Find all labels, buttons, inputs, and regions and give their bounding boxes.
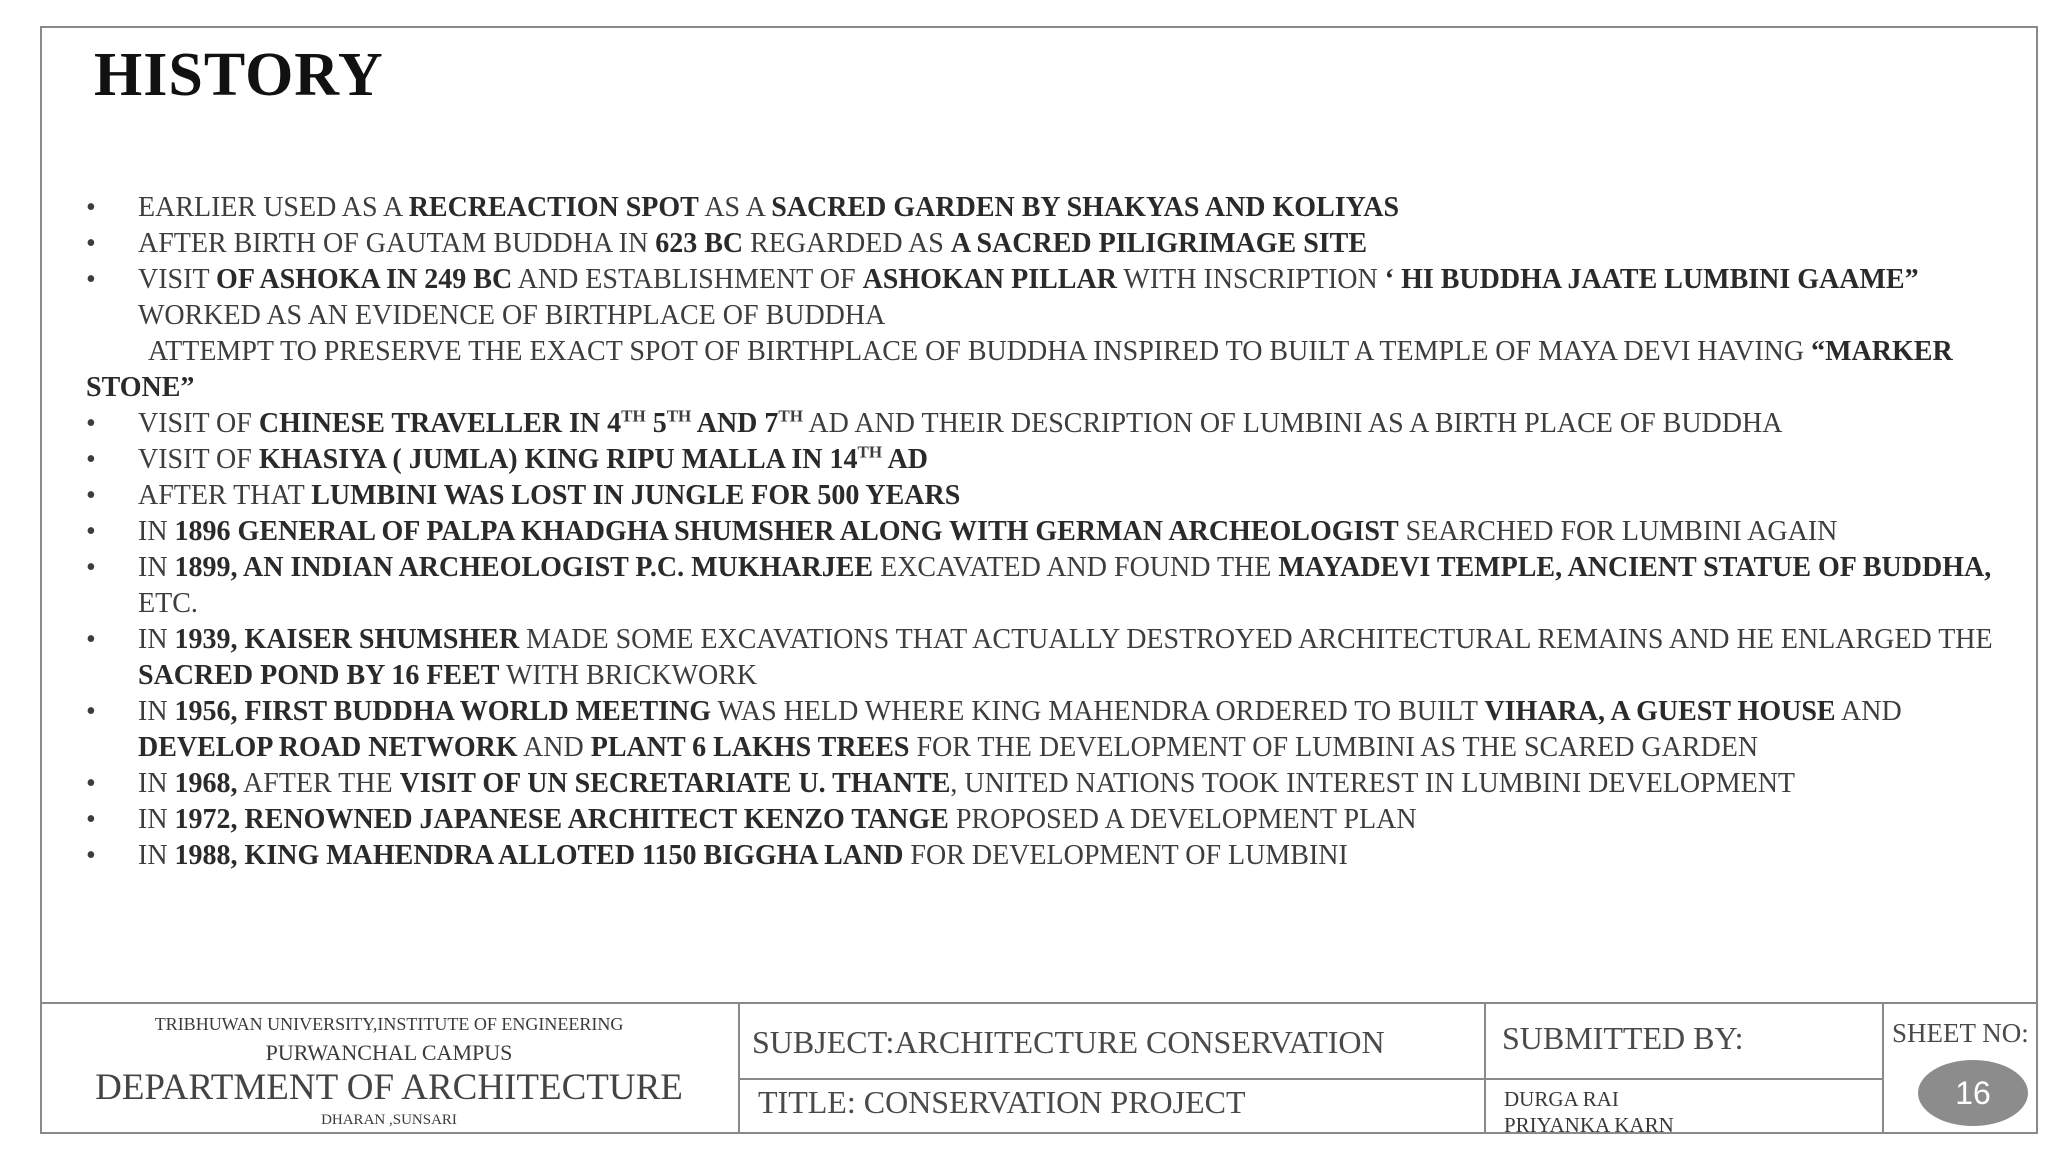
emphasis-text: AND 7: [691, 408, 779, 439]
emphasis-text: ASHOKAN PILLAR: [862, 264, 1117, 295]
subject-cell: [740, 1004, 1486, 1134]
body-text: IN: [138, 624, 175, 655]
list-item-continuation: [86, 334, 2016, 406]
body-text: WAS HELD WHERE KING MAHENDRA ORDERED TO BUILT: [711, 696, 1485, 727]
bullet-marker: •: [86, 696, 96, 727]
bullet-marker: •: [86, 804, 96, 835]
submitted-divider: [1486, 1078, 1882, 1080]
emphasis-text: PLANT 6 LAKHS TREES: [590, 732, 910, 763]
emphasis-text: 1896 GENERAL OF PALPA KHADGHA SHUMSHER ALONG WITH GERMAN ARCHEOLOGIST: [174, 516, 1399, 547]
list-item: [86, 802, 2016, 838]
emphasis-text: 623 BC: [655, 228, 744, 259]
emphasis-text: RECREACTION SPOT: [408, 192, 699, 223]
body-text: AND: [517, 732, 591, 763]
emphasis-text: MAYADEVI TEMPLE, ANCIENT STATUE OF BUDDHA,: [1278, 552, 1992, 583]
emphasis-text: 1972, RENOWNED JAPANESE ARCHITECT KENZO TANGE: [174, 804, 949, 835]
title-block: [40, 1002, 2038, 1137]
list-item: [86, 622, 2016, 694]
emphasis-text: SACRED GARDEN BY SHAKYAS AND KOLIYAS: [771, 192, 1400, 223]
emphasis-text: VISIT OF UN SECRETARIATE U. THANTE: [399, 768, 951, 799]
emphasis-text: KHASIYA ( JUMLA) KING RIPU MALLA IN 14: [258, 444, 858, 475]
body-text: AD AND THEIR DESCRIPTION OF LUMBINI AS A BIRTH PLACE OF BUDDHA: [802, 408, 1783, 439]
project-title: TITLE: CONSERVATION PROJECT: [758, 1084, 1246, 1120]
body-text: IN: [138, 516, 175, 547]
subject-divider: [740, 1078, 1484, 1080]
body-text: ETC.: [138, 588, 198, 619]
emphasis-text: “MARKER STONE”: [86, 336, 1953, 403]
list-item: [86, 478, 2016, 514]
body-text: WITH INSCRIPTION: [1116, 264, 1385, 295]
campus-location: DHARAN ,SUNSARI: [321, 1112, 457, 1128]
list-item: [86, 514, 2016, 550]
body-text: WITH BRICKWORK: [499, 660, 758, 691]
bullet-marker: •: [86, 552, 96, 583]
emphasis-text: 1939, KAISER SHUMSHER: [174, 624, 520, 655]
emphasis-text: SACRED POND BY 16 FEET: [138, 660, 500, 691]
submitter-names: [1504, 1086, 1674, 1138]
list-item: [86, 262, 2016, 334]
bullet-marker: •: [86, 444, 96, 475]
submitted-by-label: SUBMITTED BY:: [1502, 1020, 1744, 1056]
institution-cell: [40, 1004, 740, 1134]
sheet-no-label: SHEET NO:: [1892, 1018, 2029, 1048]
body-text: PROPOSED A DEVELOPMENT PLAN: [948, 804, 1417, 835]
list-item: [86, 190, 2016, 226]
emphasis-text: A SACRED PILIGRIMAGE SITE: [950, 228, 1368, 259]
body-text: ATTEMPT TO PRESERVE THE EXACT SPOT OF BIRTHPLACE OF BUDDHA INSPIRED TO BUILT A TEMPLE OF MAYA DEVI HAVING: [148, 336, 1812, 367]
bullet-marker: •: [86, 480, 96, 511]
submitter-name: DURGA RAI: [1504, 1087, 1619, 1111]
bullet-marker: •: [86, 408, 96, 439]
body-text: AS A: [698, 192, 772, 223]
body-text: AND: [1835, 696, 1902, 727]
body-text: VISIT OF: [138, 408, 259, 439]
body-text: IN: [138, 696, 175, 727]
body-text: SEARCHED FOR LUMBINI AGAIN: [1398, 516, 1838, 547]
emphasis-text: 1968,: [174, 768, 238, 799]
body-text: EXCAVATED AND FOUND THE: [873, 552, 1279, 583]
list-item: [86, 550, 2016, 622]
emphasis-text: TH: [857, 442, 883, 462]
body-text: IN: [138, 840, 175, 871]
body-text: IN: [138, 804, 175, 835]
emphasis-text: 5: [645, 408, 667, 439]
university-name: TRIBHUWAN UNIVERSITY,INSTITUTE OF ENGINEERING: [154, 1014, 624, 1034]
body-text: AFTER THE: [237, 768, 400, 799]
bullet-marker: •: [86, 192, 96, 223]
sheet-cell: [1884, 1004, 2038, 1134]
body-text: AFTER BIRTH OF GAUTAM BUDDHA IN: [138, 228, 656, 259]
body-text: IN: [138, 768, 175, 799]
list-item: [86, 694, 2016, 766]
body-text: MADE SOME EXCAVATIONS THAT ACTUALLY DESTROYED ARCHITECTURAL REMAINS AND HE ENLARGED THE: [519, 624, 1993, 655]
body-text: FOR DEVELOPMENT OF LUMBINI: [903, 840, 1348, 871]
bullet-marker: •: [86, 768, 96, 799]
sheet-number-badge: 16: [1918, 1060, 2028, 1126]
emphasis-text: TH: [666, 406, 692, 426]
list-item: [86, 406, 2016, 442]
bullet-marker: •: [86, 624, 96, 655]
body-text: FOR THE DEVELOPMENT OF LUMBINI AS THE SCARED GARDEN: [909, 732, 1759, 763]
body-text: REGARDED AS: [743, 228, 951, 259]
emphasis-text: VIHARA, A GUEST HOUSE: [1484, 696, 1836, 727]
emphasis-text: TH: [778, 406, 803, 426]
emphasis-text: 1956, FIRST BUDDHA WORLD MEETING: [174, 696, 712, 727]
emphasis-text: DEVELOP ROAD NETWORK: [138, 732, 518, 763]
emphasis-text: 1899, AN INDIAN ARCHEOLOGIST P.C. MUKHARJEE: [174, 552, 874, 583]
body-text: VISIT: [138, 264, 217, 295]
list-item: [86, 766, 2016, 802]
bullet-marker: •: [86, 516, 96, 547]
emphasis-text: CHINESE TRAVELLER IN 4: [258, 408, 622, 439]
history-list: [86, 190, 2016, 874]
list-item: [86, 838, 2016, 874]
emphasis-text: 1988, KING MAHENDRA ALLOTED 1150 BIGGHA LAND: [174, 840, 904, 871]
bullet-marker: •: [86, 840, 96, 871]
campus-name: PURWANCHAL CAMPUS: [265, 1040, 513, 1065]
emphasis-text: LUMBINI WAS LOST IN JUNGLE FOR 500 YEARS: [311, 480, 961, 511]
list-item: [86, 442, 2016, 478]
body-text: EARLIER USED AS A: [138, 192, 409, 223]
list-item: [86, 226, 2016, 262]
body-text: AFTER THAT: [138, 480, 312, 511]
submitter-name: PRIYANKA KARN: [1504, 1113, 1674, 1137]
department-name: DEPARTMENT OF ARCHITECTURE: [95, 1067, 683, 1108]
body-text: IN: [138, 552, 175, 583]
page-title: HISTORY: [94, 41, 384, 109]
submitted-cell: [1486, 1004, 1884, 1137]
body-text: WORKED AS AN EVIDENCE OF BIRTHPLACE OF BUDDHA: [138, 300, 886, 331]
emphasis-text: TH: [621, 406, 646, 426]
subject-label: SUBJECT:ARCHITECTURE CONSERVATION: [752, 1024, 1385, 1060]
emphasis-text: AD: [882, 444, 928, 475]
emphasis-text: ‘ HI BUDDHA JAATE LUMBINI GAAME”: [1384, 264, 1919, 295]
bullet-marker: •: [86, 228, 96, 259]
bullet-marker: •: [86, 264, 96, 295]
body-text: AND ESTABLISHMENT OF: [512, 264, 863, 295]
body-text: , UNITED NATIONS TOOK INTEREST IN LUMBINI DEVELOPMENT: [950, 768, 1796, 799]
emphasis-text: OF ASHOKA IN 249 BC: [216, 264, 513, 295]
body-text: VISIT OF: [138, 444, 259, 475]
